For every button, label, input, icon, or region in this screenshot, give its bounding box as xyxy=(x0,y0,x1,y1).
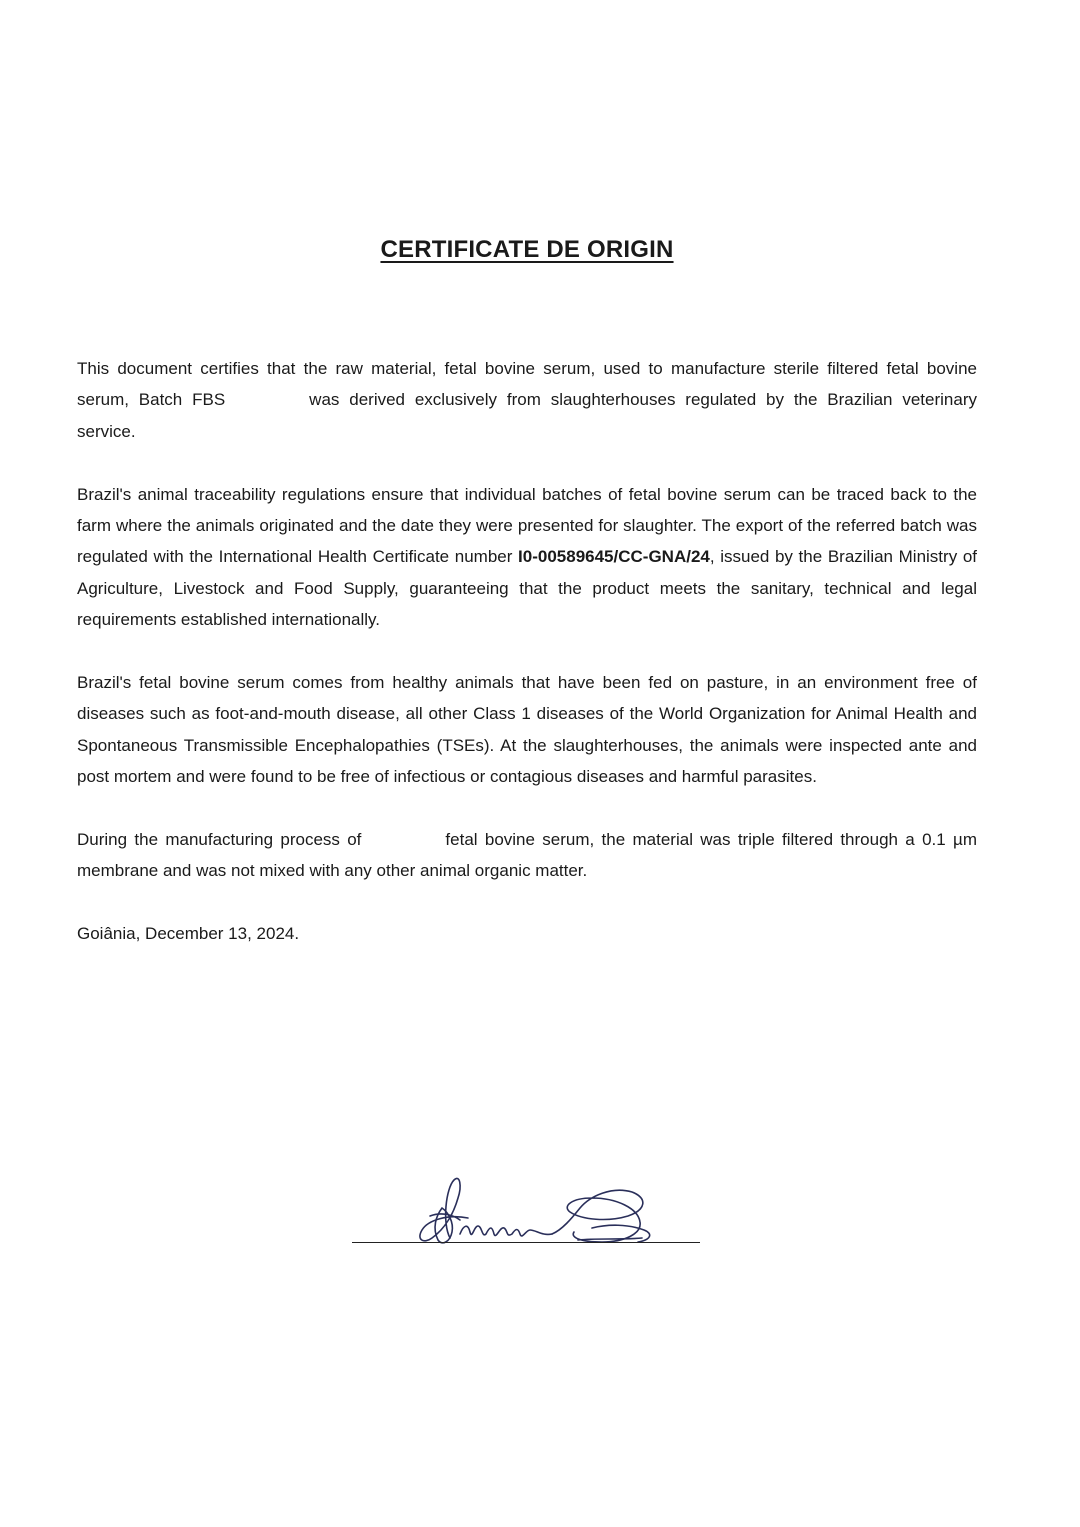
paragraph-traceability-part1: Brazil's animal traceability regulations ensure that individual batches of fetal bovine serum can be traced back to the farm where the animals originated and the date they were presented for slaughter. The export of the referred batch was regulated with the International Health Certificate number xyxy=(77,484,977,567)
paragraph-manufacturing xyxy=(77,824,977,887)
paragraph-manufacturing-part1: During the manufacturing process of xyxy=(77,830,362,850)
signature-block xyxy=(352,1168,702,1258)
certificate-title: CERTIFICATE DE ORIGIN xyxy=(380,236,674,263)
paragraph-animal-health: Brazil's fetal bovine serum comes from healthy animals that have been fed on pasture, in an environment free of diseases such as foot-and-mouth disease, all other Class 1 diseases of the World Organization for Animal Health and Spontaneous Transmissible Encephalopathies (TSEs). At the slaughterhouses, the animals were inspected ante and post mortem and were found to be free of infectious or contagious diseases and harmful parasites. xyxy=(77,673,977,787)
handwritten-signature-icon xyxy=(402,1168,702,1258)
certificate-body xyxy=(77,353,977,950)
paragraph-batch-origin xyxy=(77,353,977,447)
health-certificate-number: I0-00589645/CC-GNA/24 xyxy=(518,547,710,567)
paragraph-manufacturing-part2: fetal bovine serum, the material was triple filtered through a 0.1 µm membrane and was not mixed with any other animal organic matter. xyxy=(77,830,977,881)
paragraph-batch-origin-part1: This document certifies that the raw material, fetal bovine serum, used to manufacture sterile filtered fetal bovine serum, Batch FBS xyxy=(77,359,977,410)
paragraph-batch-origin-part2: was derived exclusively from slaughterhouses regulated by the Brazilian veterinary service. xyxy=(77,390,977,441)
signature-line xyxy=(352,1242,700,1243)
place-and-date: Goiânia, December 13, 2024. xyxy=(77,924,300,944)
paragraph-traceability xyxy=(77,479,977,636)
paragraph-traceability-part2: , issued by the Brazilian Ministry of Agriculture, Livestock and Food Supply, guaranteeing that the product meets the sanitary, technical and legal requirements established internationally. xyxy=(77,547,977,630)
